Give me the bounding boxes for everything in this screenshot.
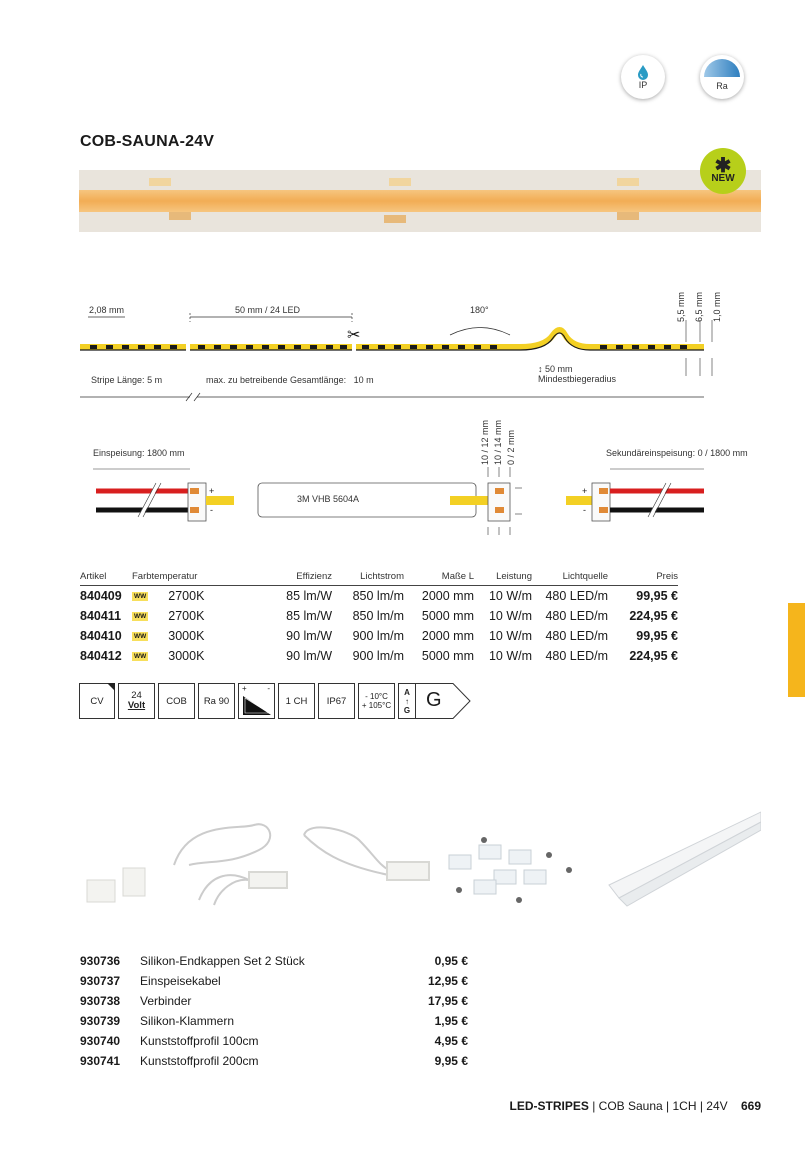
secondary-feed-length: Sekundäreinspeisung: 0 / 1800 mm xyxy=(606,448,748,458)
svg-text:+: + xyxy=(582,486,588,496)
feed-length: Einspeisung: 1800 mm xyxy=(93,448,185,458)
table-row: 840410 WW 3000K 90 lm/W 900 lm/m 2000 mm 10 W/m 480 LED/m 99,95 € xyxy=(80,628,678,643)
list-item: 930740 Kunststoffprofil 100cm 4,95 € xyxy=(80,1034,468,1048)
list-item: 930741 Kunststoffprofil 200cm 9,95 € xyxy=(80,1054,468,1068)
ww-badge: WW xyxy=(134,612,147,620)
dim-width-55: 5,5 mm xyxy=(676,291,686,322)
new-badge-label: NEW xyxy=(711,172,735,184)
dim-10-12: 10 / 12 mm xyxy=(480,419,490,465)
profile-image xyxy=(609,812,761,906)
cob-icon: COB xyxy=(158,683,195,719)
water-drop-icon xyxy=(636,64,650,80)
footer-category: LED-STRIPES xyxy=(509,1099,589,1113)
scissors-icon: ✂ xyxy=(347,327,361,344)
table-row: 840409 WW 2700K 85 lm/W 850 lm/m 2000 mm 10 W/m 480 LED/m 99,95 € xyxy=(80,588,678,603)
header-article: Artikel xyxy=(80,571,132,586)
table-row: 840412 WW 3000K 90 lm/W 900 lm/m 5000 mm 10 W/m 480 LED/m 224,95 € xyxy=(80,648,678,663)
header-length: Maße L xyxy=(404,571,474,586)
cv-icon: CV xyxy=(79,683,115,719)
dim-bend-angle: 180° xyxy=(470,305,489,315)
product-title: COB-SAUNA-24V xyxy=(80,133,215,150)
page-number: 669 xyxy=(740,1099,761,1113)
new-badge xyxy=(700,148,746,194)
ra-rating-icon xyxy=(700,55,744,99)
ww-badge: WW xyxy=(134,652,147,660)
svg-text:-: - xyxy=(583,505,586,515)
svg-text:+: + xyxy=(209,486,215,496)
voltage-icon: 24 Volt xyxy=(118,683,155,719)
list-item: 930738 Verbinder 17,95 € xyxy=(80,994,468,1008)
dim-cut-unit: 50 mm / 24 LED xyxy=(235,305,301,315)
bend-radius-label: Mindestbiegeradius xyxy=(538,374,617,384)
strip-photo xyxy=(79,170,761,232)
list-item: 930737 Einspeisekabel 12,95 € xyxy=(80,974,468,988)
energy-scale-icon: A ↑ G xyxy=(398,683,416,719)
ip-rating-icon xyxy=(621,55,665,99)
clips-image xyxy=(449,837,572,903)
dim-led-pitch: 2,08 mm xyxy=(89,305,125,315)
energy-class-icon xyxy=(415,683,471,719)
temperature-icon: - 10°C + 105°C xyxy=(358,683,395,719)
ip-rating-box: IP67 xyxy=(318,683,355,719)
svg-text:-: - xyxy=(210,505,213,515)
spec-table xyxy=(80,571,678,666)
section-tab-marker xyxy=(788,603,805,697)
dimmable-icon: + - xyxy=(238,683,275,719)
ww-badge: WW xyxy=(134,592,147,600)
ra-label: Ra xyxy=(716,81,728,91)
accessory-images xyxy=(79,810,761,920)
dim-10-14: 10 / 14 mm xyxy=(493,419,503,465)
ip-label: IP xyxy=(638,80,648,90)
tape-label: 3M VHB 5604A xyxy=(297,494,360,504)
end-caps-image xyxy=(87,868,145,902)
header-flux: Lichtstrom xyxy=(332,571,404,586)
page-footer xyxy=(510,1099,761,1113)
asterisk-icon: ✱ xyxy=(714,154,732,177)
channel-icon: 1 CH xyxy=(278,683,315,719)
list-item: 930736 Silikon-Endkappen Set 2 Stück 0,95 € xyxy=(80,954,468,968)
ra-gauge-icon xyxy=(704,59,740,77)
header-cct: Farbtemperatur xyxy=(132,571,252,586)
header-price: Preis xyxy=(608,571,678,586)
connector-image xyxy=(304,827,429,880)
list-item: 930739 Silikon-Klammern 1,95 € xyxy=(80,1014,468,1028)
energy-class-label: G xyxy=(426,689,442,711)
table-row: 840411 WW 2700K 85 lm/W 850 lm/m 5000 mm 10 W/m 480 LED/m 224,95 € xyxy=(80,608,678,623)
header-source: Lichtquelle xyxy=(532,571,608,586)
header-power: Leistung xyxy=(474,571,532,586)
dim-width-65: 6,5 mm xyxy=(694,291,704,322)
footer-detail: | COB Sauna | 1CH | 24V xyxy=(592,1099,728,1113)
connection-diagram xyxy=(0,455,805,540)
header-efficiency: Effizienz xyxy=(252,571,332,586)
stripe-length: Stripe Länge: 5 m xyxy=(91,375,163,385)
cri-icon: Ra 90 xyxy=(198,683,235,719)
dim-height-10: 1,0 mm xyxy=(712,291,722,322)
dim-0-2: 0 / 2 mm xyxy=(506,429,516,465)
feed-cable-image xyxy=(174,824,287,905)
ww-badge: WW xyxy=(134,632,147,640)
max-length: max. zu betreibende Gesamtlänge: 10 m xyxy=(206,375,374,385)
bend-radius-value: ↕ 50 mm xyxy=(538,364,573,374)
accessories-table xyxy=(80,951,468,1071)
